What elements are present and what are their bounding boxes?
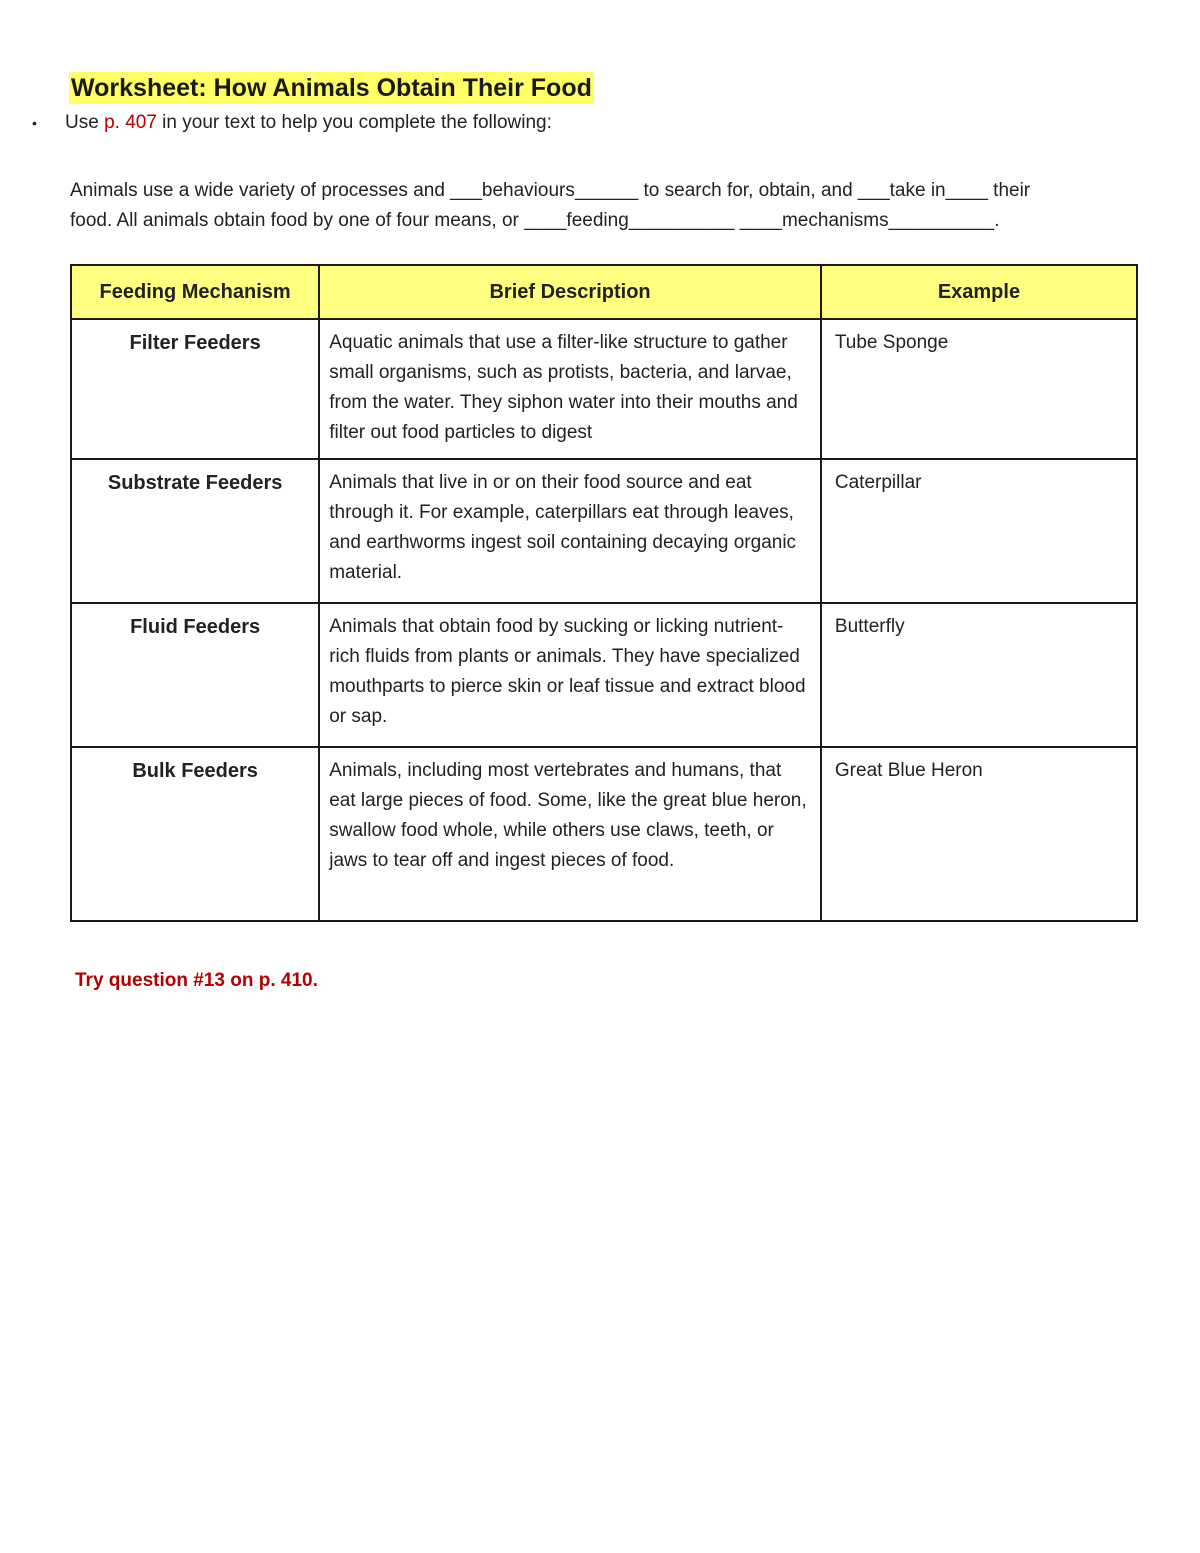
instruction-line	[32, 110, 552, 136]
mechanism-cell: Substrate Feeders	[71, 459, 319, 603]
example-cell: Tube Sponge	[821, 319, 1137, 459]
description-cell: Animals, including most vertebrates and humans, that eat large pieces of food. Some, like the great blue heron, swallow food whole, while others use claws, teeth, or jaws to tear off and ingest pieces of food.	[319, 747, 821, 921]
mechanism-cell: Fluid Feeders	[71, 603, 319, 747]
feeding-mechanism-table	[70, 264, 1138, 922]
example-cell: Great Blue Heron	[821, 747, 1137, 921]
description-cell: Animals that live in or on their food source and eat through it. For example, caterpillars eat through leaves, and earthworms ingest soil containing decaying organic material.	[319, 459, 821, 603]
description-cell: Aquatic animals that use a filter-like structure to gather small organisms, such as protists, bacteria, and larvae, from the water. They siphon water into their mouths and filter out food particles to digest	[319, 319, 821, 459]
header-brief-description: Brief Description	[319, 265, 821, 319]
table-row	[71, 459, 1137, 603]
instruction-prefix: Use	[65, 112, 105, 133]
table-row	[71, 319, 1137, 459]
fill-in-paragraph	[70, 176, 1140, 236]
example-cell: Caterpillar	[821, 459, 1137, 603]
bullet-icon: •	[32, 115, 37, 131]
paragraph-line-2: food. All animals obtain food by one of four means, or ____feeding__________ ____mechanisms__________.	[70, 210, 1000, 231]
table-header-row	[71, 265, 1137, 319]
description-cell: Animals that obtain food by sucking or licking nutrient-rich fluids from plants or animals. They have specialized mouthparts to pierce skin or leaf tissue and extract blood or sap.	[319, 603, 821, 747]
follow-up-question-note: Try question #13 on p. 410.	[75, 970, 318, 991]
page-reference: p. 407	[104, 112, 157, 133]
header-example: Example	[821, 265, 1137, 319]
worksheet-title: Worksheet: How Animals Obtain Their Food	[71, 74, 592, 102]
mechanism-cell: Bulk Feeders	[71, 747, 319, 921]
table-row	[71, 603, 1137, 747]
header-feeding-mechanism: Feeding Mechanism	[71, 265, 319, 319]
paragraph-line-1: Animals use a wide variety of processes and ___behaviours______ to search for, obtain, and ___take in____ their	[70, 180, 1031, 201]
table-row	[71, 747, 1137, 921]
mechanism-cell: Filter Feeders	[71, 319, 319, 459]
instruction-suffix: in your text to help you complete the following:	[156, 112, 552, 133]
example-cell: Butterfly	[821, 603, 1137, 747]
